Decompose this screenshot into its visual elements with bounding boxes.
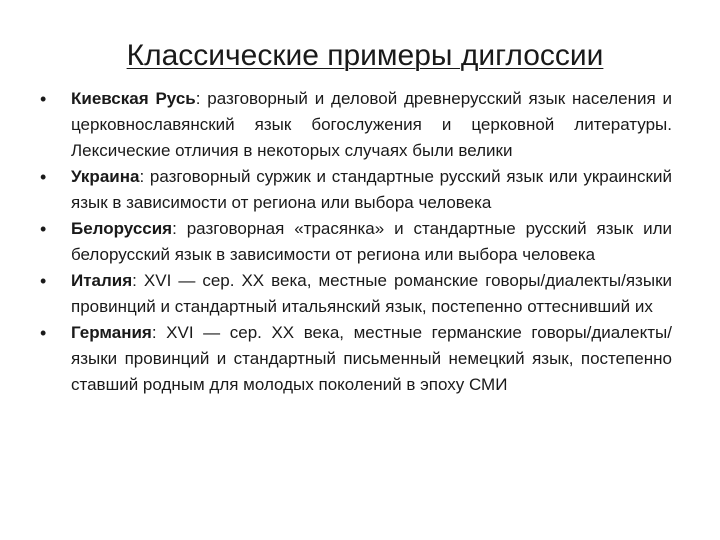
bullet-text: : разговорный суржик и стандартные русский язык или украинский язык в зависимости от региона или выбора человека	[71, 167, 672, 212]
slide-title: Классические примеры диглоссии	[126, 39, 604, 72]
bullet-text: : XVI — сер. XX века, местные германские говоры/диалекты/языки провинций и стандартный письменный немецкий язык, постепенно ставший родным для молодых поколений в эпоху СМИ	[71, 323, 672, 394]
bullet-icon: •	[40, 167, 47, 187]
bullet-term: Киевская Русь	[71, 89, 196, 108]
bullet-item-ukraine	[40, 164, 672, 216]
bullet-text: : разговорная «трасянка» и стандартные русский язык или белорусский язык в зависимости от региона или выбора человека	[71, 219, 672, 264]
bullet-item-kievan-rus	[40, 86, 672, 164]
bullet-item-germany	[40, 320, 672, 398]
bullet-item-belarus	[40, 216, 672, 268]
bullet-text: : XVI — сер. XX века, местные романские говоры/диалекты/языки провинций и стандартный итальянский язык, постепенно оттеснивший их	[71, 271, 672, 316]
bullet-list	[40, 86, 672, 398]
bullet-term: Германия	[71, 323, 152, 342]
bullet-icon: •	[40, 271, 47, 291]
bullet-item-italy	[40, 268, 672, 320]
bullet-term: Италия	[71, 271, 133, 290]
bullet-icon: •	[40, 219, 47, 239]
bullet-icon: •	[40, 89, 47, 109]
bullet-term: Белоруссия	[71, 219, 173, 238]
bullet-term: Украина	[71, 167, 140, 186]
bullet-icon: •	[40, 323, 47, 343]
bullet-text: : разговорный и деловой древнерусский язык населения и церковнославянский язык богослужения и церковной литературы. Лексические отличия в некоторых случаях были велики	[71, 89, 672, 160]
